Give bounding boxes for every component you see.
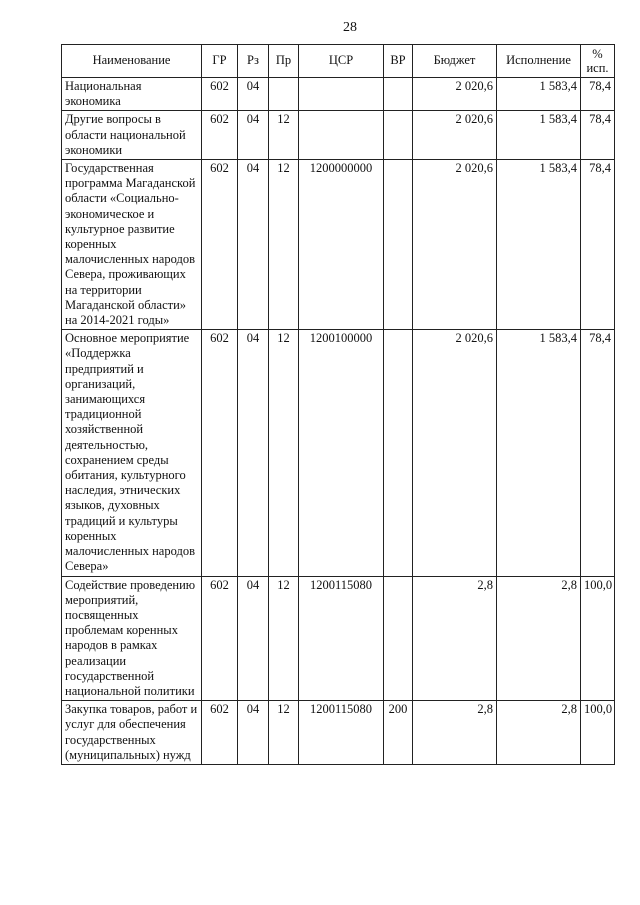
row-execution: 1 583,4 <box>497 78 581 111</box>
header-name: Наименование <box>62 45 202 78</box>
row-budget: 2,8 <box>413 701 497 765</box>
row-vr <box>384 111 413 160</box>
row-gr: 602 <box>202 330 238 576</box>
row-csr: 1200000000 <box>299 160 384 330</box>
row-percent: 78,4 <box>581 78 615 111</box>
row-rz: 04 <box>238 78 269 111</box>
row-csr: 1200115080 <box>299 701 384 765</box>
row-name: Национальная экономика <box>62 78 202 111</box>
row-budget: 2,8 <box>413 576 497 701</box>
row-rz: 04 <box>238 330 269 576</box>
row-percent: 100,0 <box>581 576 615 701</box>
row-gr: 602 <box>202 701 238 765</box>
row-rz: 04 <box>238 160 269 330</box>
row-name: Содействие проведению мероприятий, посвященных проблемам коренных народов в рамках реализации государственной национальной политики <box>62 576 202 701</box>
row-csr <box>299 78 384 111</box>
row-pr: 12 <box>269 160 299 330</box>
row-execution: 2,8 <box>497 701 581 765</box>
row-rz: 04 <box>238 701 269 765</box>
table-row <box>62 78 615 111</box>
row-gr: 602 <box>202 78 238 111</box>
row-vr <box>384 576 413 701</box>
row-gr: 602 <box>202 576 238 701</box>
row-budget: 2 020,6 <box>413 160 497 330</box>
header-percent-sign: % <box>592 47 603 61</box>
table-row <box>62 701 615 765</box>
row-name: Другие вопросы в области национальной экономики <box>62 111 202 160</box>
row-percent: 78,4 <box>581 330 615 576</box>
row-pr: 12 <box>269 111 299 160</box>
row-percent: 78,4 <box>581 111 615 160</box>
table-row <box>62 160 615 330</box>
budget-table <box>61 44 615 765</box>
row-execution: 1 583,4 <box>497 160 581 330</box>
row-name: Закупка товаров, работ и услуг для обеспечения государственных (муниципальных) нужд <box>62 701 202 765</box>
header-execution: Исполнение <box>497 45 581 78</box>
row-rz: 04 <box>238 576 269 701</box>
row-execution: 2,8 <box>497 576 581 701</box>
row-execution: 1 583,4 <box>497 111 581 160</box>
header-percent <box>581 45 615 78</box>
table-row <box>62 330 615 576</box>
row-rz: 04 <box>238 111 269 160</box>
row-pr: 12 <box>269 330 299 576</box>
header-vr: ВР <box>384 45 413 78</box>
row-name: Государственная программа Магаданской области «Социально-экономическое и культурное развитие коренных малочисленных народов Севера, проживающих на территории Магаданской области» на 2014-2021 годы» <box>62 160 202 330</box>
header-gr: ГР <box>202 45 238 78</box>
header-csr: ЦСР <box>299 45 384 78</box>
row-budget: 2 020,6 <box>413 78 497 111</box>
row-csr: 1200115080 <box>299 576 384 701</box>
row-vr <box>384 330 413 576</box>
table-row <box>62 576 615 701</box>
row-gr: 602 <box>202 111 238 160</box>
row-gr: 602 <box>202 160 238 330</box>
row-vr <box>384 160 413 330</box>
row-name: Основное мероприятие «Поддержка предприятий и организаций, занимающихся традиционной хозяйственной деятельностью, сохранением среды обитания, культурного наследия, этнических языков, духовных традиций и культуры коренных малочисленных народов Севера» <box>62 330 202 576</box>
row-pr: 12 <box>269 701 299 765</box>
header-percent-label: исп. <box>586 61 609 75</box>
table-row <box>62 111 615 160</box>
header-rz: Рз <box>238 45 269 78</box>
row-execution: 1 583,4 <box>497 330 581 576</box>
page-number: 28 <box>343 20 357 35</box>
header-budget: Бюджет <box>413 45 497 78</box>
row-pr: 12 <box>269 576 299 701</box>
row-pr <box>269 78 299 111</box>
row-csr: 1200100000 <box>299 330 384 576</box>
row-budget: 2 020,6 <box>413 330 497 576</box>
row-vr <box>384 78 413 111</box>
row-csr <box>299 111 384 160</box>
row-budget: 2 020,6 <box>413 111 497 160</box>
header-pr: Пр <box>269 45 299 78</box>
row-percent: 78,4 <box>581 160 615 330</box>
row-vr: 200 <box>384 701 413 765</box>
row-percent: 100,0 <box>581 701 615 765</box>
table-header-row <box>62 45 615 78</box>
